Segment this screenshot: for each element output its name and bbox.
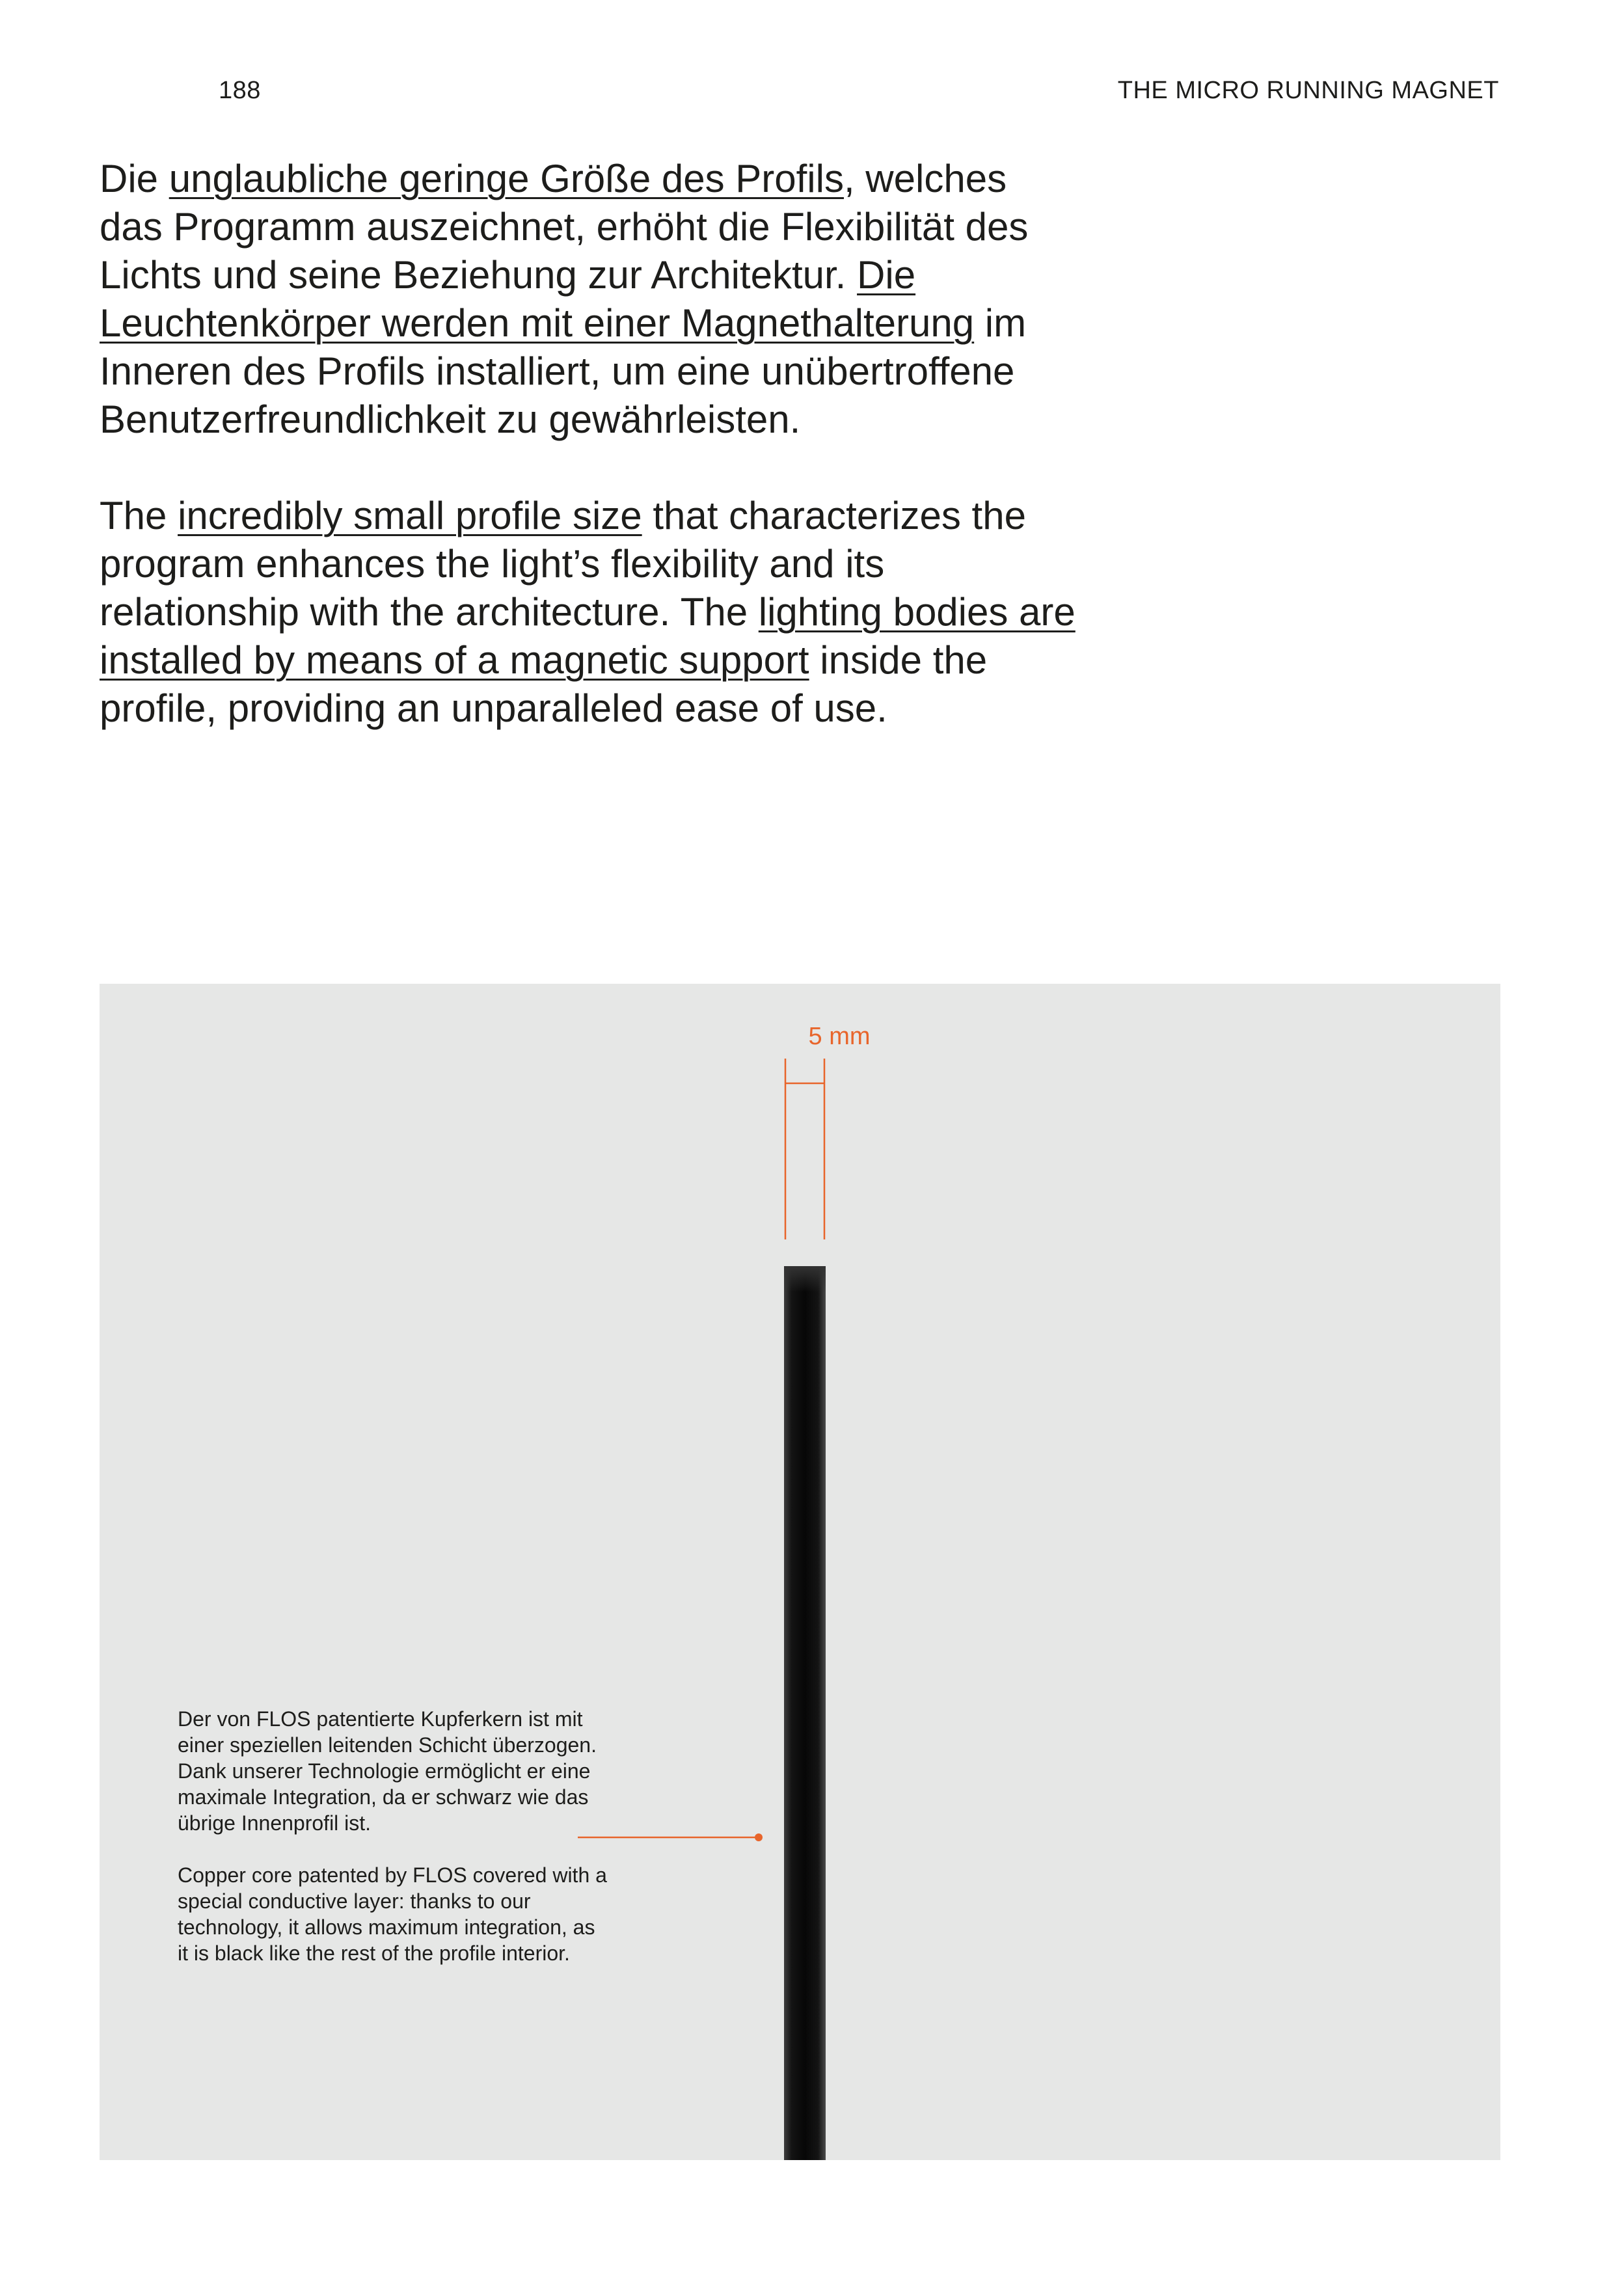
intro-paragraph-en: The incredibly small profile size that characterizes the program enhances the light’s flexibility and its relationship with the architecture. The lighting bodies are installed by means of a magnetic support inside the profile, providing an unparalleled ease of use.	[100, 494, 1076, 730]
highlight: Die Leuchtenkörper werden mit einer Magnethalterung	[100, 253, 975, 345]
profile-figure	[100, 984, 1500, 2160]
intro-text	[100, 155, 1076, 733]
intro-paragraph-de: Die unglaubliche geringe Größe des Profils, welches das Programm auszeichnet, erhöht die Flexibilität des Lichts und seine Beziehung zur Architektur. Die Leuchtenkörper werden mit einer Magnethalterung im Inneren des Profils installiert, um eine unübertroffene Benutzerfreundlichkeit zu gewährleisten.	[100, 157, 1029, 441]
running-title: THE MICRO RUNNING MAGNET	[1117, 77, 1499, 104]
copper-core-caption	[178, 1706, 607, 1966]
highlight: lighting bodies are installed by means of a magnetic support	[100, 590, 1076, 682]
page-number: 188	[219, 77, 261, 104]
highlight: incredibly small profile size	[178, 494, 642, 537]
callout-dot	[755, 1833, 763, 1841]
highlight: unglaubliche geringe Größe des Profils	[169, 157, 844, 200]
caption-de: Der von FLOS patentierte Kupferkern ist mit einer speziellen leitenden Schicht überzogen. Dank unserer Technologie ermöglicht er eine maximale Integration, da er schwarz wie das übrige Innenprofil ist.	[178, 1707, 597, 1835]
caption-en: Copper core patented by FLOS covered with a special conductive layer: thanks to our technology, it allows maximum integration, as it is black like the rest of the profile interior.	[178, 1863, 607, 1965]
profile-top-shade	[784, 1266, 826, 1292]
black-profile-track	[784, 1266, 826, 2160]
dimension-label: 5 mm	[808, 1023, 871, 1050]
